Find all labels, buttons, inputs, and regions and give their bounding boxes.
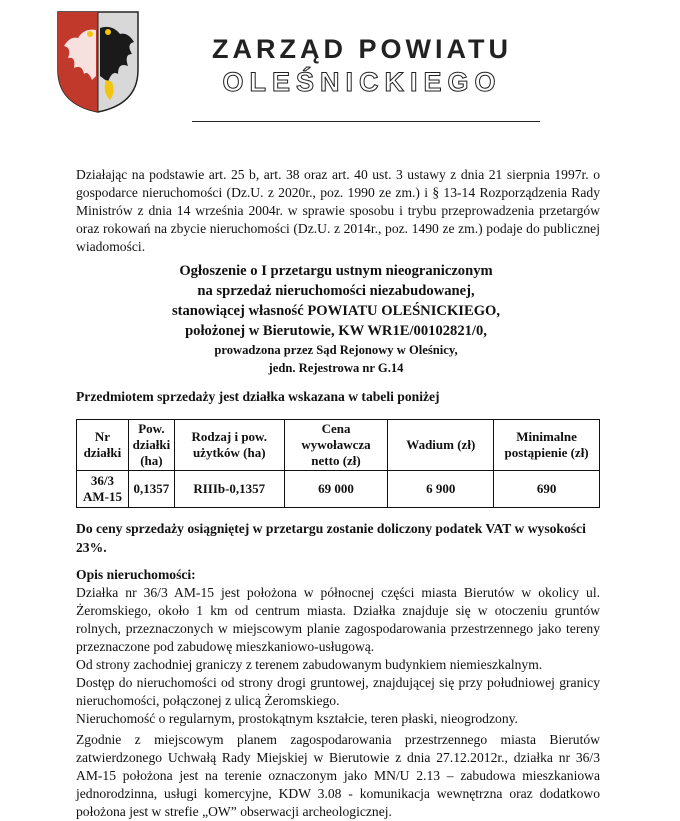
table-header-cell: Wadium (zł) [388,420,494,471]
description-heading: Opis nieruchomości: [76,567,196,582]
title-line: jedn. Rejestrowa nr G.14 [268,361,404,375]
title-line: Ogłoszenie o I przetargu ustnym nieograniczonym [179,263,493,279]
header-line-1: ZARZĄD POWIATU [212,34,512,64]
table-header-cell: Rodzaj i pow. użytków (ha) [174,420,284,471]
plot-table [76,419,600,508]
subject-heading: Przedmiotem sprzedaży jest działka wskazana w tabeli poniżej [76,389,440,404]
description-paragraph: Dostęp do nieruchomości od strony drogi gruntowej, znajdującej się przy południowej granicy nieruchomości, połączonej z ulicą Żeromskiego. [76,675,600,708]
table-header-cell: Nr działki [77,420,129,471]
title-line: na sprzedaż nieruchomości niezabudowanej, [197,283,475,299]
announcement-title [130,261,542,377]
table-cell: RIIIb-0,1357 [174,471,284,508]
zoning-paragraph: Zgodnie z miejscowym planem zagospodarowania przestrzennego miasta Bierutów zatwierdzonego Uchwałą Rady Miejskiej w Bierutowie z dnia 27.12.2012r., działka nr 36/3 AM-15 położona jest na terenie oznaczonym jako MN/U 2.13 – zabudowa mieszkaniowa jednorodzinna, usługi komercyjne, KDW 3.08 - komunikacja wewnętrzna oraz dodatkowo położona jest w strefie „OW” obserwacji archeologicznej. [76,732,600,819]
table-header-cell: Cena wywoławcza netto (zł) [284,420,388,471]
vat-note: Do ceny sprzedaży osiągniętej w przetargu zostanie doliczony podatek VAT w wysokości 23%. [76,521,586,555]
table-row [77,471,600,508]
table-cell: 0,1357 [128,471,174,508]
table-cell: 36/3 AM-15 [77,471,129,508]
title-line: prowadzona przez Sąd Rejonowy w Oleśnicy, [214,343,458,357]
table-cell: 6 900 [388,471,494,508]
intro-paragraph: Działając na podstawie art. 25 b, art. 38 oraz art. 40 ust. 3 ustawy z dnia 21 sierpnia 1997r. o gospodarce nieruchomości (Dz.U. z 2020r., poz. 1990 ze zm.) i § 13-14 Rozporządzenia Rady Ministrów z dnia 14 września 2004r. w sprawie sposobu i trybu przeprowadzenia przetargów oraz rokowań na zbycie nieruchomości (Dz.U. z 2014r., poz. 1490 ze zm.) podaje do publicznej wiadomości. [76,167,600,254]
title-line: stanowiącej własność POWIATU OLEŚNICKIEGO, [171,303,501,319]
table-header-cell: Pow. działki (ha) [128,420,174,471]
description-paragraph: Działka nr 36/3 AM-15 jest położona w północnej części miasta Bierutów w okolicy ul. Żeromskiego, około 1 km od centrum miasta. Działka znajduje się w otoczeniu gruntów rolnych, przeznaczonych w miejscowym planie zagospodarowania przestrzennego jako tereny przeznaczone pod zabudowę mieszkaniowo-usługową. [76,585,600,654]
header-line-2: OLEŚNICKIEGO [222,67,502,97]
table-cell: 690 [494,471,600,508]
header-divider [192,121,540,122]
description-paragraph: Nieruchomość o regularnym, prostokątnym kształcie, teren płaski, nieogrodzony. [76,711,518,726]
title-line: położonej w Bierutowie, KW WR1E/00102821/0, [185,323,487,339]
table-header-row [77,420,600,471]
table-header-cell: Minimalne postąpienie (zł) [494,420,600,471]
description-paragraph: Od strony zachodniej graniczy z terenem zabudowanym budynkiem niemieszkalnym. [76,657,543,672]
table-cell: 69 000 [284,471,388,508]
county-coat-of-arms-icon [56,10,140,114]
description-section [76,584,600,728]
